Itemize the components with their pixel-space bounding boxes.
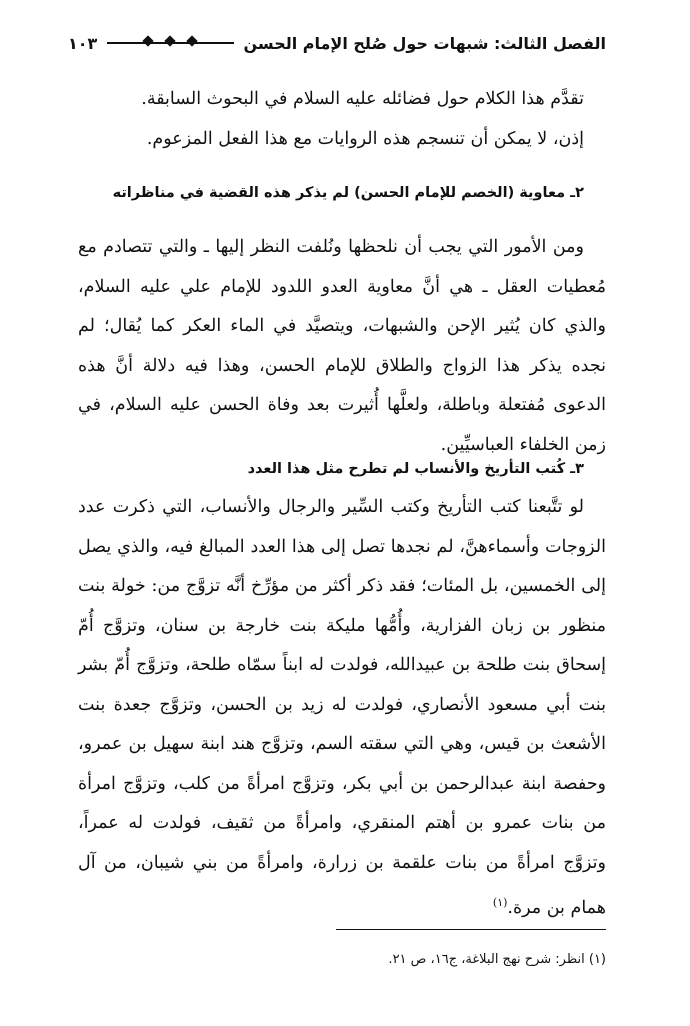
section-3 (78, 450, 606, 490)
section-2 (78, 174, 606, 214)
intro-line-1: تقدَّم هذا الكلام حول فضائله عليه السلام في البحوث السابقة. (141, 89, 584, 109)
page-number: ١٠٣ (68, 33, 98, 53)
section-2-heading: ٢ـ معاوية (الخصم للإمام الحسن) لم يذكر هذه القضية في مناظراته (112, 185, 584, 201)
section-3-heading: ٣ـ كُتب التأريخ والأنساب لم تطرح مثل هذا العدد (247, 461, 584, 477)
section-2-body: ومن الأمور التي يجب أن نلحظها ونُلفت النظر إليها ـ والتي تتصادم مع مُعطيات العقل ـ هي أنَّ معاوية العدو اللدود للإمام علي عليه السلام، والذي كان يُثير الإحن والشبهات، ويتصيَّد في الماء العكر كما يُقال؛ لم نجده يذكر هذا الزواج والطلاق للإمام الحسن، وهذا فيه دلالة أنَّ هذه الدعوى مُفتعلة وباطلة، ولعلَّها أُثيرت بعد وفاة الحسن عليه السلام، في زمن الخلفاء العباسيِّين. (78, 237, 606, 455)
intro-line-2: إذن، لا يمكن أن تنسجم هذه الروايات مع هذا الفعل المزعوم. (146, 128, 584, 149)
footnote-reference[interactable]: (١) (492, 896, 508, 909)
header-title: الفصل الثالث: شبهات حول صُلح الإمام الحسن (243, 33, 606, 53)
header-ornament-rule (107, 42, 233, 44)
running-header (68, 30, 606, 56)
header-ornament (144, 37, 196, 45)
footnote-text: (١) انظر: شرح نهج البلاغة، ج١٦، ص ٢١. (388, 952, 606, 967)
section-3-body (78, 488, 606, 928)
diamond-icon (164, 35, 175, 46)
section-3-body-block (78, 488, 606, 928)
diamond-icon (186, 35, 197, 46)
footnote-divider (336, 929, 606, 930)
intro-block (78, 80, 606, 159)
footnote (78, 948, 606, 972)
diamond-icon (142, 35, 153, 46)
section-2-body-block (78, 228, 606, 465)
section-3-body-text: لو تتَّبعنا كتب التأريخ وكتب السِّير والرجال والأنساب، التي ذكرت عدد الزوجات وأسماءهنَّ، لم نجدها تصل إلى هذا العدد المبالغ فيه، والذي يصل إلى الخمسين، بل المئات؛ فقد ذكر أكثر من مؤرِّخ أنَّه تزوَّج من: خولة بنت منظور بن زبان الفزارية، وأُمُّها مليكة بنت خارجة بن سنان، وتزوَّج أُمّ إسحاق بنت طلحة بن عبيدالله، فولدت له ابناً سمّاه طلحة، وتزوَّج أُمّ بشر بنت أبي مسعود الأنصاري، فولدت له زيد بن الحسن، وتزوَّج جعدة بنت الأشعث بن قيس، وهي التي سقته السم، وتزوَّج هند ابنة سهيل بن عمرو، وحفصة ابنة عبدالرحمن بن أبي بكر، وتزوَّج امرأةً من كلب، وتزوَّج امرأة من بنات عمرو بن أهتم المنقري، وامرأةً من ثقيف، فولدت له عمراً، وتزوَّج امرأةً من بنات علقمة بن زرارة، وامرأةً من بني شيبان، من آل همام بن مرة. (78, 497, 606, 918)
